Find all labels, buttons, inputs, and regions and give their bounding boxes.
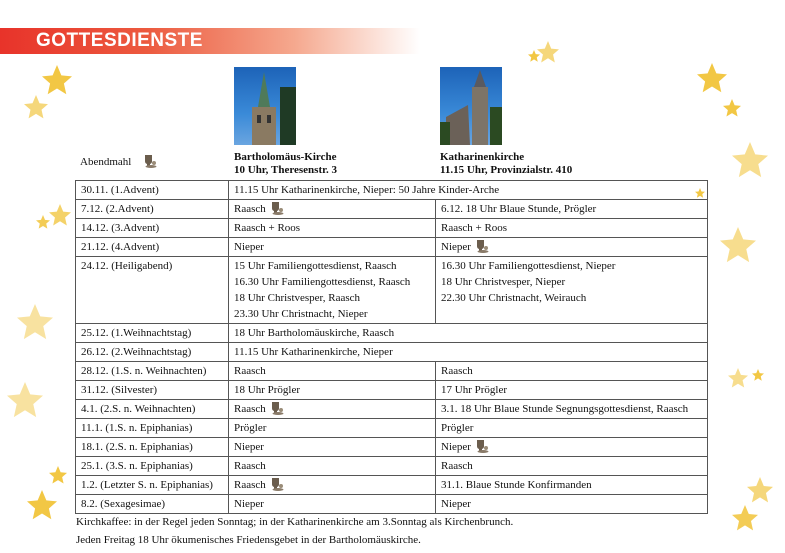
star-decoration-icon <box>747 477 773 508</box>
service-text: Nieper <box>441 498 471 510</box>
date-cell: 14.12. (3.Advent) <box>76 219 229 238</box>
service-text: Nieper <box>234 498 264 510</box>
table-row <box>76 200 708 219</box>
bartholomaeus-cell <box>229 362 436 381</box>
chalice-icon <box>475 439 489 453</box>
service-text: 6.12. 18 Uhr Blaue Stunde, Prögler <box>441 203 597 215</box>
date-cell: 25.12. (1.Weihnachtstag) <box>76 324 229 343</box>
service-text: Raasch <box>441 365 473 377</box>
service-line: 18 Uhr Christvesper, Raasch <box>234 292 361 304</box>
bartholomaeus-cell <box>229 457 436 476</box>
star-decoration-icon <box>537 41 559 68</box>
bartholomaeus-cell <box>229 200 436 219</box>
service-text: Prögler <box>441 422 474 434</box>
service-line: 23.30 Uhr Christnacht, Nieper <box>234 308 368 320</box>
katharinen-church-photo <box>440 67 502 145</box>
service-text: Nieper <box>441 241 471 253</box>
star-decoration-icon <box>49 204 71 231</box>
star-decoration-icon <box>723 99 741 122</box>
chalice-icon <box>475 239 489 253</box>
date-cell: 7.12. (2.Advent) <box>76 200 229 219</box>
service-text: Nieper <box>441 441 471 453</box>
service-text: Nieper <box>234 441 264 453</box>
bartholomaeus-cell <box>229 419 436 438</box>
merged-service-cell: 11.15 Uhr Katharinenkirche, Nieper <box>229 343 708 362</box>
abendmahl-legend <box>80 154 157 169</box>
service-line: 15 Uhr Familiengottesdienst, Raasch <box>234 260 397 272</box>
star-decoration-icon <box>732 142 768 183</box>
bartholomaeus-cell <box>229 400 436 419</box>
star-decoration-icon <box>728 368 748 393</box>
church-time-address: 11.15 Uhr, Provinzialstr. 410 <box>440 164 573 176</box>
bartholomaeus-cell <box>229 219 436 238</box>
service-text: Raasch <box>234 479 266 491</box>
service-text: Raasch <box>234 460 266 472</box>
church-name: Katharinenkirche <box>440 151 525 163</box>
table-row <box>76 419 708 438</box>
service-line: 16.30 Uhr Familiengottesdienst, Raasch <box>234 276 411 288</box>
star-decoration-icon <box>24 95 48 124</box>
table-row <box>76 400 708 419</box>
star-decoration-icon <box>27 490 57 525</box>
table-row <box>76 181 708 200</box>
page-title: GOTTESDIENSTE <box>36 30 203 51</box>
star-decoration-icon <box>528 49 540 67</box>
table-row <box>76 343 708 362</box>
katharinen-cell <box>436 362 708 381</box>
star-decoration-icon <box>36 215 50 234</box>
bartholomaeus-cell <box>229 476 436 495</box>
katharinen-cell <box>436 476 708 495</box>
service-line: 22.30 Uhr Christnacht, Weirauch <box>441 292 587 304</box>
church-time-address: 10 Uhr, Theresenstr. 3 <box>234 164 337 176</box>
date-cell: 25.1. (3.S. n. Epiphanias) <box>76 457 229 476</box>
date-cell: 31.12. (Silvester) <box>76 381 229 400</box>
service-text: Raasch + Roos <box>441 222 508 234</box>
service-text: Raasch + Roos <box>234 222 301 234</box>
abendmahl-label: Abendmahl <box>80 156 132 168</box>
katharinen-cell <box>436 238 708 257</box>
table-row <box>76 438 708 457</box>
service-text: 17 Uhr Prögler <box>441 384 507 396</box>
chalice-icon <box>270 401 284 415</box>
katharinen-cell <box>436 200 708 219</box>
table-row <box>76 219 708 238</box>
service-text: Raasch <box>441 460 473 472</box>
katharinen-cell <box>436 495 708 514</box>
chalice-icon <box>270 201 284 215</box>
table-row <box>76 495 708 514</box>
table-row <box>76 381 708 400</box>
star-decoration-icon <box>697 63 727 98</box>
table-row <box>76 324 708 343</box>
service-text: Raasch <box>234 203 266 215</box>
date-cell: 18.1. (2.S. n. Epiphanias) <box>76 438 229 457</box>
katharinen-header <box>440 151 572 177</box>
date-cell: 1.2. (Letzter S. n. Epiphanias) <box>76 476 229 495</box>
katharinen-cell <box>436 219 708 238</box>
katharinen-cell <box>436 257 708 324</box>
katharinen-cell <box>436 457 708 476</box>
services-table <box>75 180 708 514</box>
katharinen-cell <box>436 381 708 400</box>
service-line: 16.30 Uhr Familiengottesdienst, Nieper <box>441 260 616 272</box>
bartholomaeus-cell <box>229 238 436 257</box>
footer-note-friedensgebet: Jeden Freitag 18 Uhr ökumenisches Friedensgebet in der Bartholomäuskirche. <box>76 534 421 546</box>
star-decoration-icon <box>7 382 43 423</box>
katharinen-cell <box>436 400 708 419</box>
merged-service-cell: 11.15 Uhr Katharinenkirche, Nieper: 50 Jahre Kinder-Arche <box>229 181 708 200</box>
date-cell: 26.12. (2.Weihnachtstag) <box>76 343 229 362</box>
service-text: Raasch <box>234 365 266 377</box>
bartholomaeus-church-photo <box>234 67 296 145</box>
table-row <box>76 238 708 257</box>
date-cell: 4.1. (2.S. n. Weihnachten) <box>76 400 229 419</box>
chalice-icon <box>143 154 157 168</box>
bartholomaeus-cell <box>229 257 436 324</box>
service-line: 18 Uhr Christvesper, Nieper <box>441 276 566 288</box>
church-name: Bartholomäus-Kirche <box>234 151 337 163</box>
footer-note-kirchkaffee: Kirchkaffee: in der Regel jeden Sonntag; in der Katharinenkirche am 3.Sonntag als Kirchenbrunch. <box>76 516 514 528</box>
star-decoration-icon <box>17 304 53 345</box>
date-cell: 28.12. (1.S. n. Weihnachten) <box>76 362 229 381</box>
date-cell: 11.1. (1.S. n. Epiphanias) <box>76 419 229 438</box>
star-decoration-icon <box>732 505 758 536</box>
service-text: Nieper <box>234 241 264 253</box>
service-text: 3.1. 18 Uhr Blaue Stunde Segnungsgottesdienst, Raasch <box>441 403 689 415</box>
katharinen-cell <box>436 419 708 438</box>
header-banner <box>0 28 420 54</box>
table-row <box>76 476 708 495</box>
bartholomaeus-cell <box>229 381 436 400</box>
bartholomaeus-cell <box>229 495 436 514</box>
service-text: Prögler <box>234 422 267 434</box>
star-decoration-icon <box>752 368 764 386</box>
table-row <box>76 257 708 324</box>
table-row <box>76 362 708 381</box>
date-cell: 24.12. (Heiligabend) <box>76 257 229 324</box>
katharinen-cell <box>436 438 708 457</box>
star-decoration-icon <box>720 227 756 268</box>
date-cell: 30.11. (1.Advent) <box>76 181 229 200</box>
bartholomaeus-cell <box>229 438 436 457</box>
service-text: 18 Uhr Prögler <box>234 384 300 396</box>
star-decoration-icon <box>49 466 67 489</box>
merged-service-cell: 18 Uhr Bartholomäuskirche, Raasch <box>229 324 708 343</box>
service-text: Raasch <box>234 403 266 415</box>
bartholomaeus-header <box>234 151 337 177</box>
table-row <box>76 457 708 476</box>
service-text: 31.1. Blaue Stunde Konfirmanden <box>441 479 592 491</box>
date-cell: 21.12. (4.Advent) <box>76 238 229 257</box>
chalice-icon <box>270 477 284 491</box>
date-cell: 8.2. (Sexagesimae) <box>76 495 229 514</box>
